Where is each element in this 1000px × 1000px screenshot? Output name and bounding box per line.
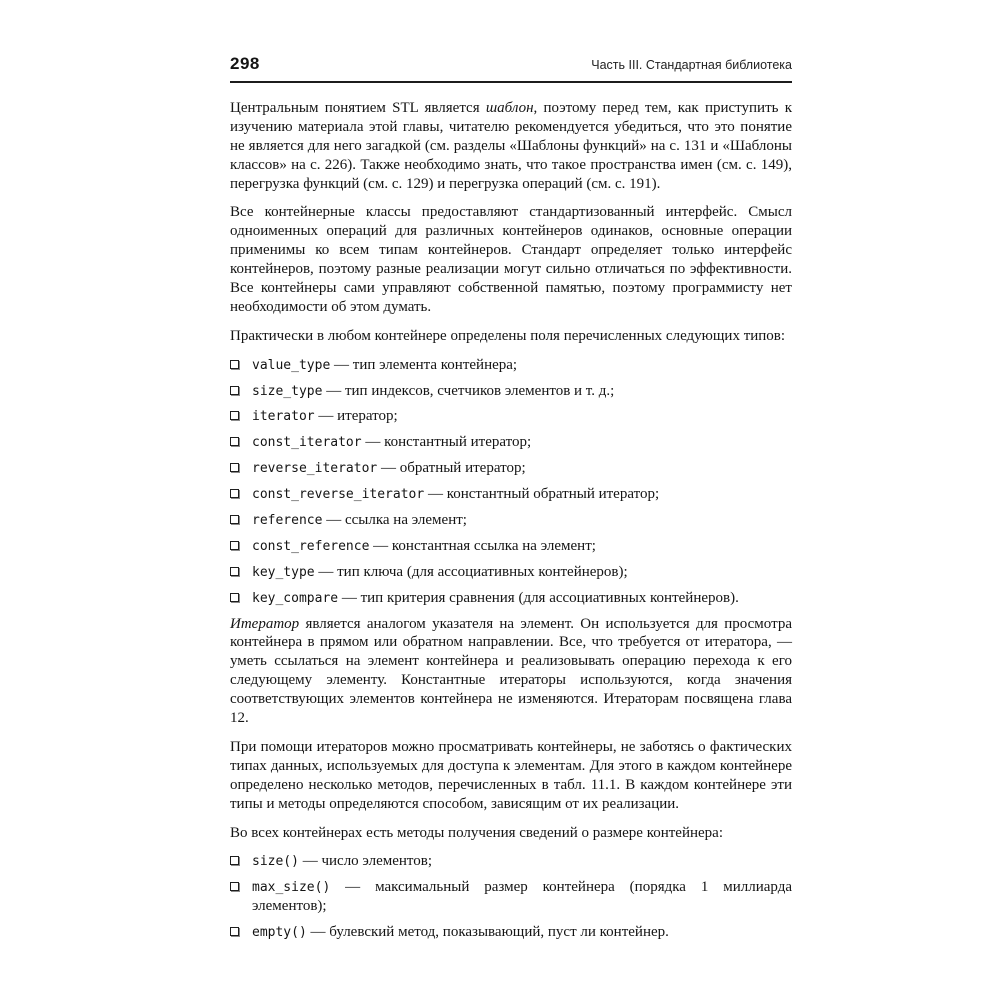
paragraph [230, 615, 792, 728]
list-item-text [252, 433, 792, 452]
text-run: — константный обратный итератор; [424, 486, 660, 503]
bullet-square-icon [230, 567, 239, 576]
bullet-square-icon [230, 386, 239, 395]
text-run: Практически в любом контейнере определены поля перечисленных следующих типов: [230, 327, 786, 344]
text-run: iterator [252, 409, 315, 425]
bullet-square-icon [230, 489, 239, 498]
bullet-square-icon [230, 541, 239, 550]
paragraph [230, 327, 792, 346]
list-item-text [252, 382, 792, 401]
text-run: — константная ссылка на элемент; [369, 537, 596, 554]
bullet-square-icon [230, 593, 239, 602]
text-run: size_type [252, 383, 323, 399]
text-run: — обратный итератор; [377, 460, 526, 477]
text-run: const_reverse_iterator [252, 487, 425, 503]
text-run: — булевский метод, показывающий, пуст ли контейнер. [306, 924, 669, 941]
list-item [230, 382, 792, 401]
text-run: шаблон [485, 100, 534, 116]
paragraph [230, 203, 792, 316]
list-item [230, 923, 792, 942]
text-run: — число элементов; [298, 853, 433, 870]
page-number: 298 [230, 54, 260, 73]
paragraph [230, 99, 792, 193]
text-run: — тип ключа (для ассоциативных контейнеров); [314, 563, 628, 580]
text-run: size() [252, 854, 299, 870]
text-run: const_iterator [252, 435, 362, 451]
bullet-square-icon [230, 882, 239, 891]
running-head: Часть III. Стандартная библиотека [591, 58, 792, 72]
text-run: const_reference [252, 538, 370, 554]
list-item [230, 537, 792, 556]
text-run: value_type [252, 357, 331, 373]
list-item [230, 878, 792, 916]
list-item [230, 511, 792, 530]
list-item-text [252, 356, 792, 375]
text-run: reference [252, 513, 323, 529]
text-run: Итератор [230, 615, 300, 632]
text-run: — итератор; [314, 408, 398, 425]
page-header [230, 54, 792, 83]
text-run: При помощи итераторов можно просматривать контейнеры, не заботясь о фактических типах данных, используемых для доступа к элементам. Для этого в каждом контейнере определено несколько методов, перечисленных в табл. 11.1. В каждом контейнере эти типы и методы определяются способом, зависящим от их реализации. [230, 738, 792, 812]
text-run: — константный итератор; [361, 434, 532, 451]
text-run: empty() [252, 925, 307, 941]
list-item [230, 589, 792, 608]
list-item [230, 433, 792, 452]
list-item [230, 485, 792, 504]
text-run: — тип индексов, счетчиков элементов и т. д.; [322, 382, 615, 399]
text-run: key_type [252, 564, 315, 580]
list-item-text [252, 589, 792, 608]
list-item [230, 356, 792, 375]
bullet-square-icon [230, 463, 239, 472]
list-item-text [252, 878, 792, 916]
bullet-square-icon [230, 856, 239, 865]
text-run: — максимальный размер контейнера (порядка 1 миллиарда элементов); [252, 879, 792, 915]
list-item-text [252, 511, 792, 530]
text-run: Во всех контейнерах есть методы получения сведений о размере контейнера: [230, 824, 723, 841]
list-item-text [252, 407, 792, 426]
text-run: key_compare [252, 590, 339, 606]
list-item-text [252, 459, 792, 478]
text-run: является аналогом указателя на элемент. Он используется для просмотра контейнера в прямом или обратном направлении. Все, что требуется от итератора, — уметь ссылаться на элемент контейнера и реализовывать операцию перехода к его следующему элементу. Константные итераторы используются, когда значения соответствующих элементов контейнера не изменяются. Итераторам посвящена глава 12. [230, 615, 792, 727]
list-item [230, 459, 792, 478]
text-run: max_size() [252, 880, 331, 896]
bullet-square-icon [230, 411, 239, 420]
list-item-text [252, 537, 792, 556]
text-run: — тип критерия сравнения (для ассоциативных контейнеров). [338, 589, 739, 606]
bullet-square-icon [230, 515, 239, 524]
bullet-square-icon [230, 437, 239, 446]
page-content [230, 99, 792, 942]
list-item-text [252, 563, 792, 582]
text-run: Все контейнерные классы предоставляют стандартизованный интерфейс. Смысл одноименных операций для различных контейнеров одинаков, основные операции применимы ко всем типам контейнеров. Стандарт определяет только интерфейс контейнеров, поэтому разные реализации могут сильно отличаться по эффективности. Все контейнеры сами управляют собственной памятью, поэтому программисту нет необходимости об этом думать. [230, 204, 792, 315]
paragraph [230, 738, 792, 814]
bullet-square-icon [230, 360, 239, 369]
list-item [230, 852, 792, 871]
paragraph [230, 824, 792, 843]
text-run: — тип элемента контейнера; [330, 356, 518, 373]
bullet-square-icon [230, 927, 239, 936]
text-run: — ссылка на элемент; [322, 512, 467, 529]
list-item [230, 563, 792, 582]
text-run: reverse_iterator [252, 461, 378, 477]
text-run: , поэтому перед тем, как приступить к изучению материала этой главы, читателю рекомендуется убедиться, что это понятие не является для него загадкой (см. разделы «Шаблоны функций» на с. 131 и «Шаблоны классов» на с. 226). Также необходимо знать, что такое пространства имен (см. с. 149), перегрузка функций (см. с. 129) и перегрузка операций (см. с. 191). [230, 100, 792, 192]
list-item-text [252, 923, 792, 942]
list-item [230, 407, 792, 426]
list-item-text [252, 852, 792, 871]
text-run: Центральным понятием STL является [230, 100, 486, 116]
list-item-text [252, 485, 792, 504]
